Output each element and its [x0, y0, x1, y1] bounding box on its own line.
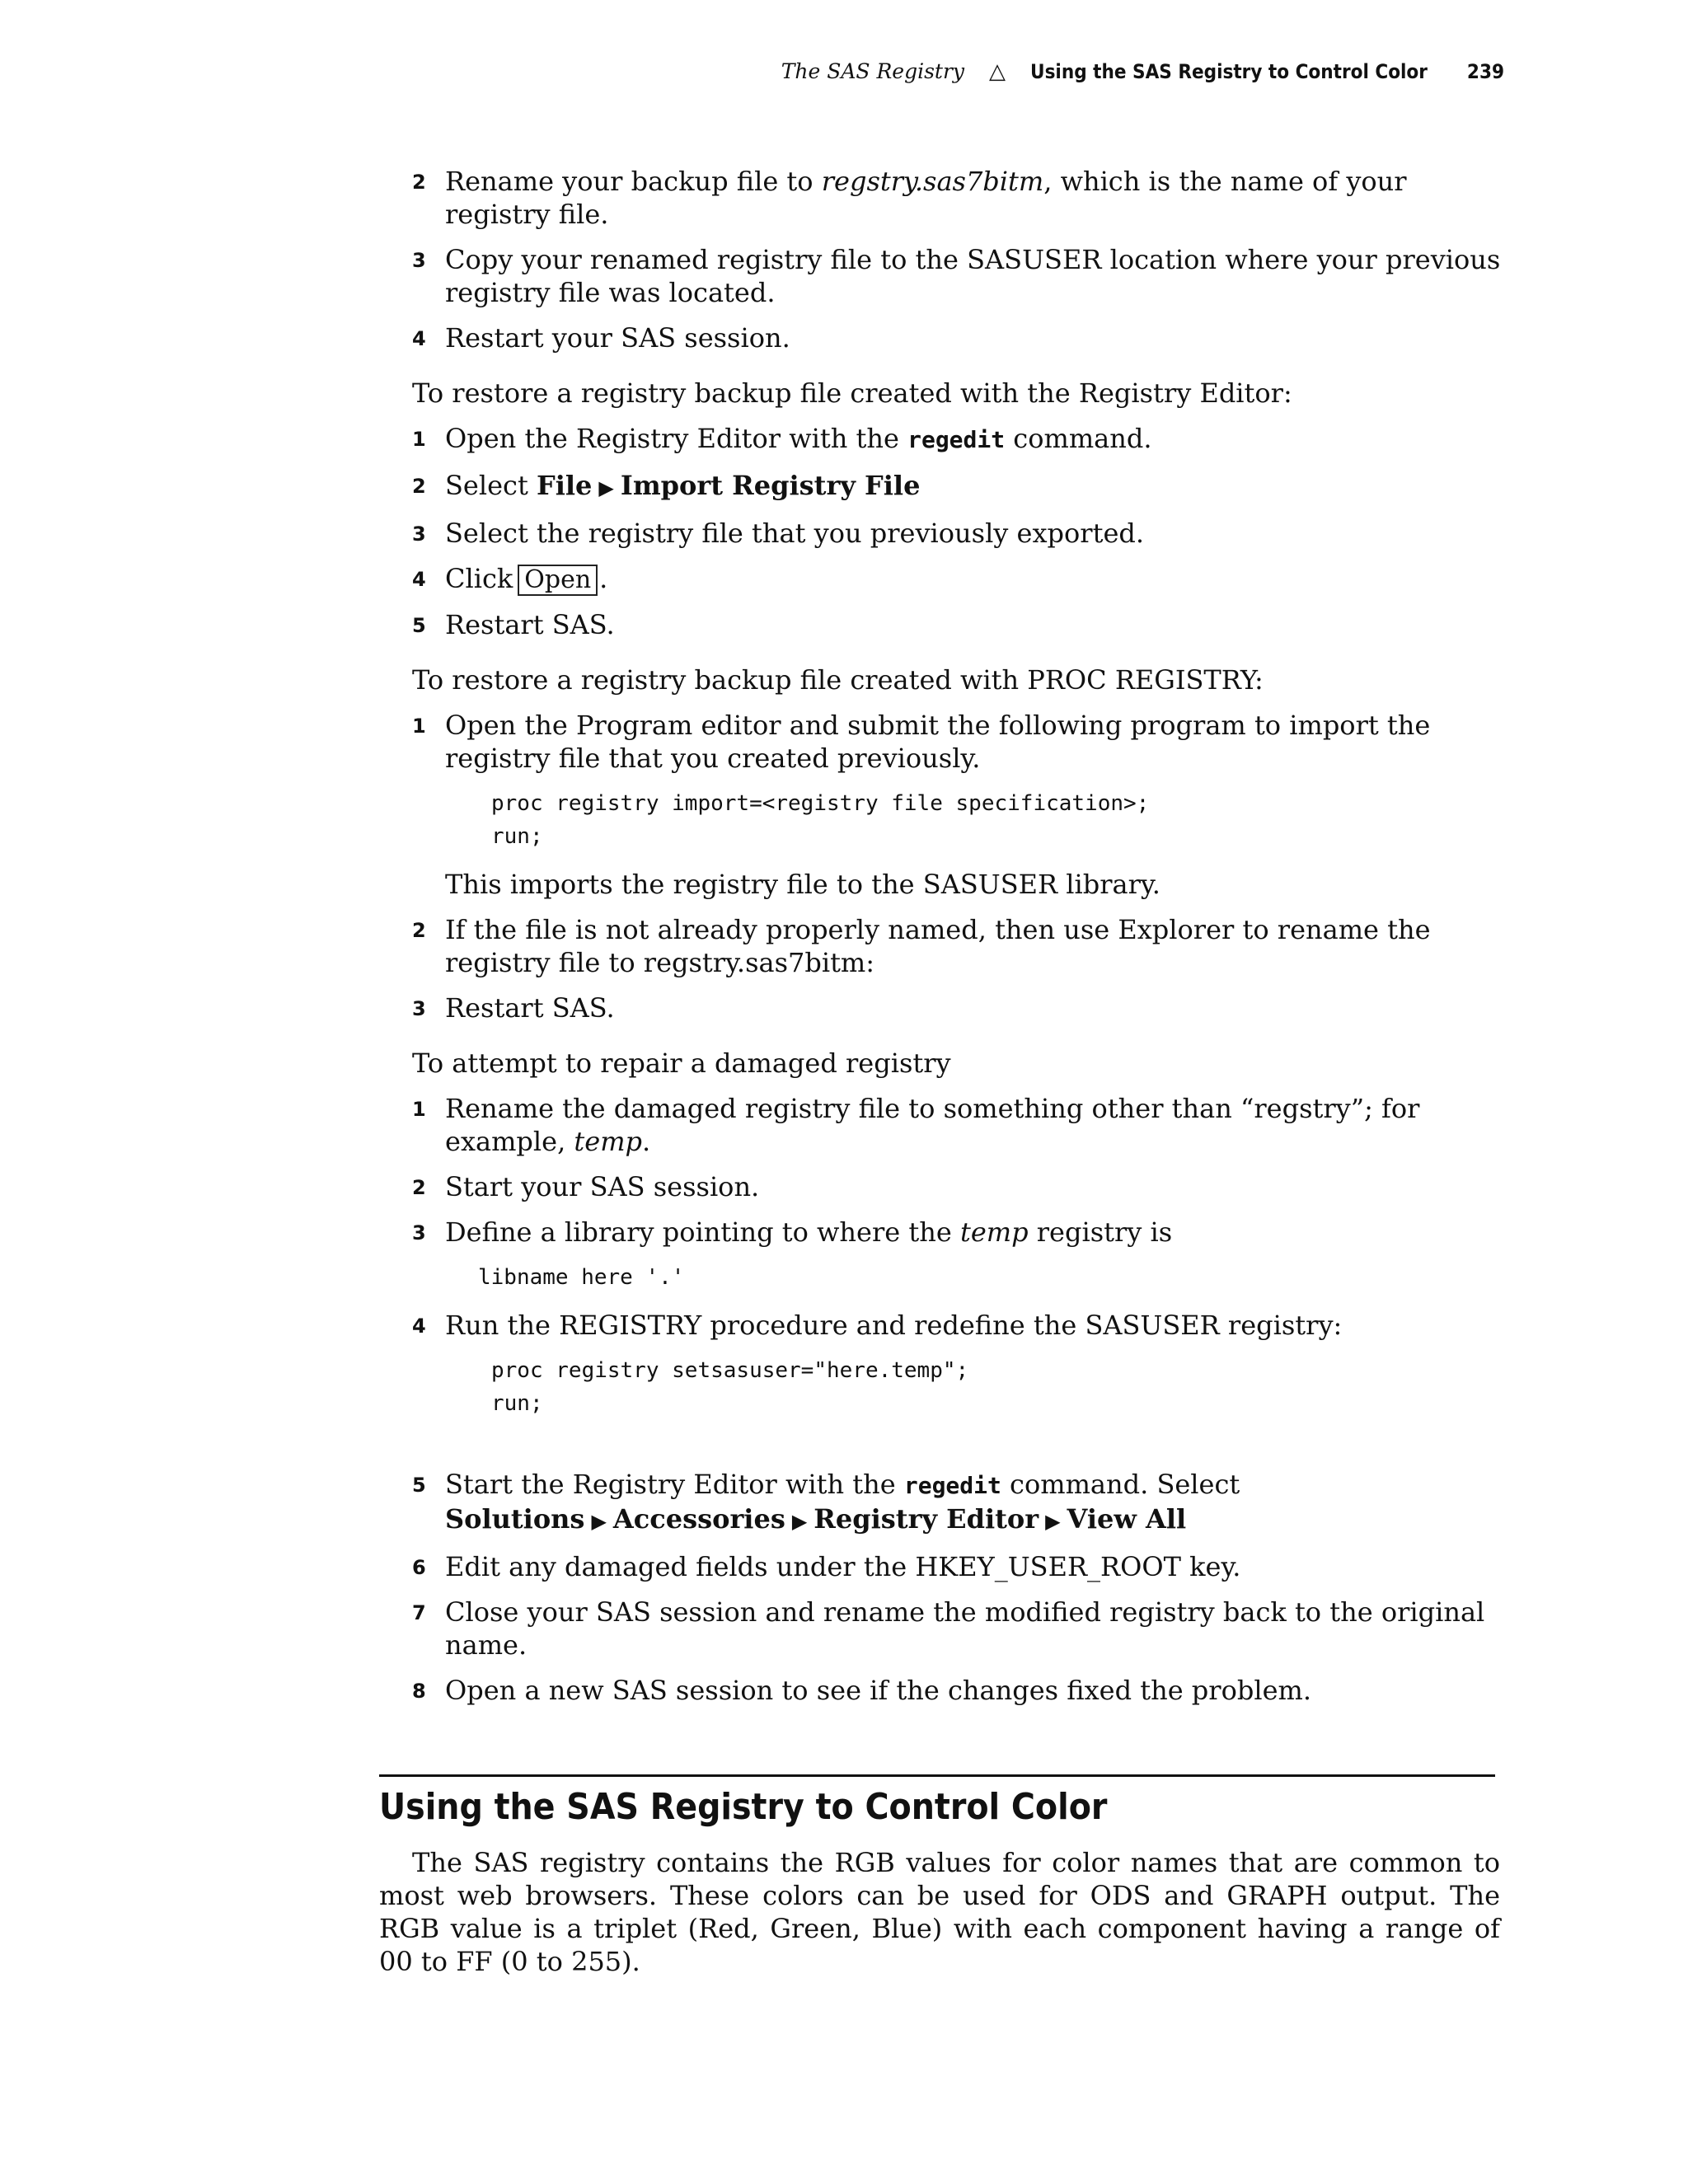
step-text: Select: [445, 470, 537, 501]
main-content: [412, 165, 1508, 1719]
step-text: Start the Registry Editor with the: [445, 1469, 904, 1500]
arrow-right-icon: ▶: [1045, 1510, 1061, 1533]
code-block: [412, 787, 1508, 853]
step-number: 2: [412, 171, 426, 194]
step-number: 2: [412, 1176, 426, 1199]
running-header: [781, 59, 1504, 84]
step-text: Edit any damaged fields under the HKEY_USER_ROOT key.: [445, 1551, 1241, 1582]
list-item: [412, 1550, 1508, 1583]
step-number: 4: [412, 327, 426, 350]
step-text: Run the REGISTRY procedure and redefine the SASUSER registry:: [445, 1310, 1343, 1341]
section-title: Using the SAS Registry to Control Color: [379, 1786, 1108, 1828]
step-text: Rename the damaged registry file to something other than “regstry”; for example,: [445, 1093, 1420, 1157]
menu-import-registry-file: Import Registry File: [620, 470, 921, 501]
open-button-label: Open: [518, 565, 598, 596]
list-item: [412, 243, 1508, 309]
step-text: .: [642, 1126, 651, 1157]
list-item: [412, 1216, 1508, 1249]
file-name: temp: [959, 1216, 1029, 1248]
header-section: Using the SAS Registry to Control Color: [1030, 60, 1428, 83]
section-divider: [379, 1774, 1495, 1777]
header-chapter: The SAS Registry: [781, 59, 965, 83]
list-item: [412, 991, 1508, 1024]
list-item: [412, 165, 1508, 231]
arrow-right-icon: ▶: [791, 1510, 808, 1533]
step-number: 5: [412, 1474, 426, 1497]
section-paragraph: The SAS registry contains the RGB values for color names that are common to most web browsers. These colors can be used for ODS and GRAPH output. The RGB value is a triplet (Red, Green, Blue) with each component having a range of 00 to FF (0 to 255).: [379, 1847, 1500, 1977]
step-number: 3: [412, 997, 426, 1020]
code-line: run;: [491, 824, 543, 849]
step-number: 1: [412, 428, 426, 451]
list-item: [412, 608, 1508, 641]
step-number: 5: [412, 614, 426, 637]
step-text: Restart your SAS session.: [445, 322, 790, 354]
command-name: regedit: [907, 426, 1006, 453]
step-text: If the file is not already properly named, then use Explorer to rename the registry file to regstry.sas7bitm:: [445, 914, 1431, 978]
step-text: command.: [1005, 423, 1152, 454]
menu-registry-editor: Registry Editor: [814, 1503, 1039, 1535]
step-text: Select the registry file that you previously exported.: [445, 518, 1145, 549]
list-item: [412, 1309, 1508, 1342]
step-number: 4: [412, 1315, 426, 1338]
list-item: [412, 1596, 1508, 1661]
menu-solutions: Solutions: [445, 1503, 585, 1535]
list-item: [412, 1674, 1508, 1707]
arrow-right-icon: ▶: [598, 476, 614, 499]
command-name: regedit: [903, 1472, 1001, 1499]
list-item: [412, 709, 1508, 775]
step-number: 7: [412, 1601, 426, 1624]
list-item: [412, 1170, 1508, 1203]
list-item: [412, 1468, 1508, 1538]
step-text: Restart SAS.: [445, 992, 615, 1024]
step-text: Open the Registry Editor with the: [445, 423, 908, 454]
step-text: Open a new SAS session to see if the changes fixed the problem.: [445, 1675, 1312, 1706]
step-number: 6: [412, 1556, 426, 1579]
step-number: 8: [412, 1680, 426, 1703]
step-text: Start your SAS session.: [445, 1171, 760, 1202]
intro-paragraph: To attempt to repair a damaged registry: [412, 1047, 951, 1079]
step-number: 2: [412, 919, 426, 942]
menu-file: File: [536, 470, 593, 501]
step-text: command. Select: [1001, 1469, 1240, 1500]
file-name: regstry.sas7bitm: [821, 166, 1044, 197]
list-item: [412, 913, 1508, 979]
code-line: proc registry import=<registry file specification>;: [491, 791, 1150, 816]
triangle-icon: △: [989, 59, 1006, 84]
step-text: Define a library pointing to where the: [445, 1216, 960, 1248]
step-text: Copy your renamed registry file to the SASUSER location where your previous registry file was located.: [445, 244, 1501, 308]
step-number: 2: [412, 475, 426, 498]
code-block: [412, 1354, 1508, 1420]
step-text: .: [599, 563, 608, 594]
list-item: [412, 469, 1508, 504]
code-block: [412, 1261, 1508, 1294]
step-number: 3: [412, 249, 426, 272]
list-item: [412, 422, 1508, 457]
step-text: Click: [445, 563, 513, 594]
arrow-right-icon: ▶: [591, 1510, 607, 1533]
list-item: [412, 517, 1508, 550]
file-name: temp: [574, 1126, 643, 1157]
list-item: [412, 321, 1508, 354]
menu-accessories: Accessories: [612, 1503, 785, 1535]
step-number: 4: [412, 568, 426, 591]
step-text: registry is: [1028, 1216, 1173, 1248]
step-text: Restart SAS.: [445, 609, 615, 640]
step-number: 3: [412, 1221, 426, 1244]
step-text: Close your SAS session and rename the modified registry back to the original name.: [445, 1596, 1485, 1661]
page-number: 239: [1466, 60, 1504, 83]
step-text: Rename your backup file to: [445, 166, 822, 197]
code-line: libname here '.': [478, 1265, 685, 1290]
list-item: [412, 1092, 1508, 1158]
code-line: run;: [491, 1391, 543, 1416]
step-number: 1: [412, 1098, 426, 1121]
step-text: Open the Program editor and submit the following program to import the registry file that you created previously.: [445, 710, 1431, 774]
note-text: This imports the registry file to the SASUSER library.: [445, 869, 1160, 900]
code-line: proc registry setsasuser="here.temp";: [491, 1358, 969, 1383]
step-number: 1: [412, 715, 426, 738]
menu-view-all: View All: [1067, 1503, 1187, 1535]
step-text: , which is the name of your registry file.: [445, 166, 1407, 230]
step-number: 3: [412, 523, 426, 546]
list-item: [412, 562, 1508, 596]
intro-paragraph: To restore a registry backup file created with PROC REGISTRY:: [412, 664, 1264, 696]
intro-paragraph: To restore a registry backup file created with the Registry Editor:: [412, 377, 1292, 409]
